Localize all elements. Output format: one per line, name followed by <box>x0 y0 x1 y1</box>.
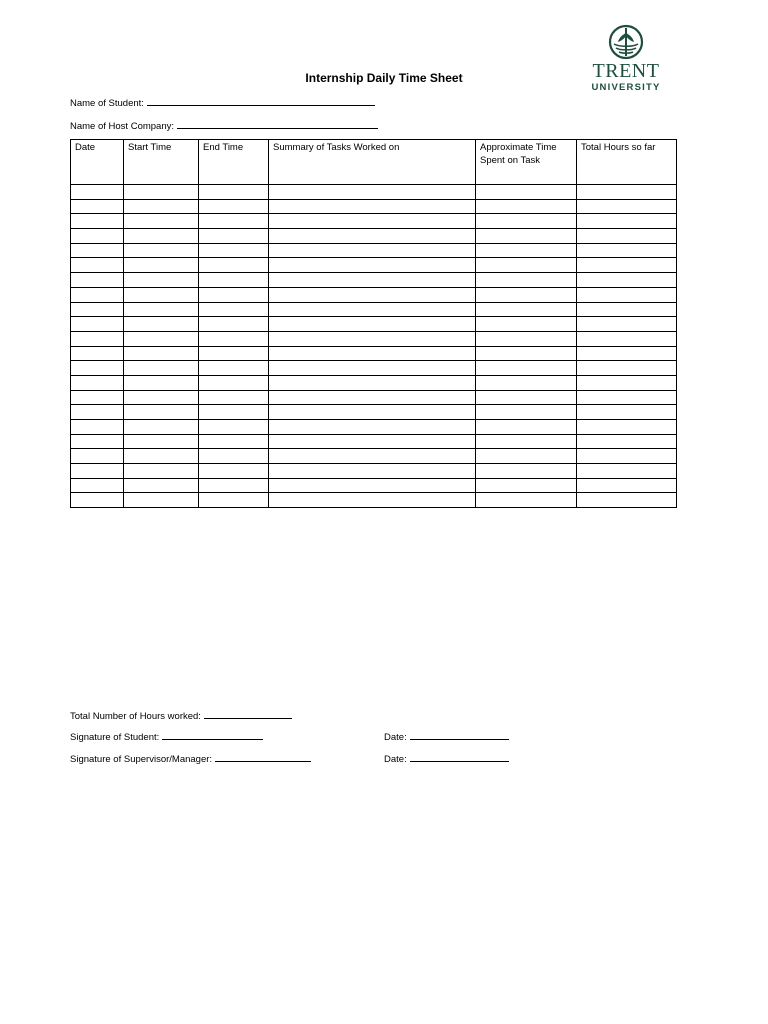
supervisor-date-label: Date: <box>384 754 407 765</box>
host-company-label: Name of Host Company: <box>70 121 175 132</box>
cell-end-time[interactable] <box>199 317 269 332</box>
table-row <box>71 375 677 390</box>
cell-date[interactable] <box>71 361 124 376</box>
cell-start-time[interactable] <box>124 361 199 376</box>
cell-summary[interactable] <box>269 464 476 479</box>
cell-approx-time[interactable] <box>476 478 577 493</box>
cell-date[interactable] <box>71 243 124 258</box>
cell-summary[interactable] <box>269 273 476 288</box>
cell-start-time[interactable] <box>124 331 199 346</box>
cell-start-time[interactable] <box>124 464 199 479</box>
student-name-field[interactable] <box>147 96 375 106</box>
cell-total-hours[interactable] <box>577 493 677 508</box>
cell-summary[interactable] <box>269 229 476 244</box>
supervisor-signature-label: Signature of Supervisor/Manager: <box>70 754 213 765</box>
cell-date[interactable] <box>71 287 124 302</box>
cell-summary[interactable] <box>269 375 476 390</box>
cell-date[interactable] <box>71 302 124 317</box>
table-row <box>71 420 677 435</box>
cell-date[interactable] <box>71 331 124 346</box>
cell-approx-time[interactable] <box>476 434 577 449</box>
cell-approx-time[interactable] <box>476 346 577 361</box>
table-header-row <box>71 140 677 185</box>
cell-approx-time[interactable] <box>476 302 577 317</box>
cell-start-time[interactable] <box>124 258 199 273</box>
cell-start-time[interactable] <box>124 302 199 317</box>
trent-emblem-icon <box>608 24 644 60</box>
student-date-row <box>384 730 509 744</box>
col-header-summary: Summary of Tasks Worked on <box>269 140 476 185</box>
supervisor-signature-row <box>70 752 311 766</box>
cell-end-time[interactable] <box>199 361 269 376</box>
cell-start-time[interactable] <box>124 199 199 214</box>
cell-end-time[interactable] <box>199 273 269 288</box>
cell-summary[interactable] <box>269 390 476 405</box>
cell-summary[interactable] <box>269 185 476 200</box>
table-row <box>71 243 677 258</box>
cell-total-hours[interactable] <box>577 317 677 332</box>
cell-total-hours[interactable] <box>577 405 677 420</box>
cell-total-hours[interactable] <box>577 346 677 361</box>
cell-end-time[interactable] <box>199 478 269 493</box>
cell-start-time[interactable] <box>124 243 199 258</box>
cell-total-hours[interactable] <box>577 243 677 258</box>
cell-start-time[interactable] <box>124 185 199 200</box>
cell-approx-time[interactable] <box>476 331 577 346</box>
cell-date[interactable] <box>71 214 124 229</box>
supervisor-date-field[interactable] <box>410 752 509 762</box>
cell-total-hours[interactable] <box>577 390 677 405</box>
cell-total-hours[interactable] <box>577 434 677 449</box>
cell-total-hours[interactable] <box>577 478 677 493</box>
cell-approx-time[interactable] <box>476 493 577 508</box>
student-signature-field[interactable] <box>162 730 263 740</box>
cell-total-hours[interactable] <box>577 199 677 214</box>
col-header-approx-time: Approximate Time Spent on Task <box>476 140 577 185</box>
cell-approx-time[interactable] <box>476 214 577 229</box>
cell-approx-time[interactable] <box>476 229 577 244</box>
table-row <box>71 229 677 244</box>
cell-date[interactable] <box>71 229 124 244</box>
cell-approx-time[interactable] <box>476 243 577 258</box>
cell-end-time[interactable] <box>199 405 269 420</box>
cell-total-hours[interactable] <box>577 258 677 273</box>
cell-date[interactable] <box>71 258 124 273</box>
col-header-end-time: End Time <box>199 140 269 185</box>
cell-date[interactable] <box>71 464 124 479</box>
table-row <box>71 361 677 376</box>
logo-subtitle: UNIVERSITY <box>591 82 661 93</box>
cell-end-time[interactable] <box>199 287 269 302</box>
cell-date[interactable] <box>71 199 124 214</box>
cell-date[interactable] <box>71 317 124 332</box>
cell-summary[interactable] <box>269 258 476 273</box>
cell-start-time[interactable] <box>124 493 199 508</box>
cell-date[interactable] <box>71 420 124 435</box>
cell-summary[interactable] <box>269 287 476 302</box>
student-name-row <box>70 96 375 110</box>
cell-total-hours[interactable] <box>577 464 677 479</box>
cell-date[interactable] <box>71 346 124 361</box>
trent-university-logo <box>584 22 668 108</box>
cell-start-time[interactable] <box>124 390 199 405</box>
cell-total-hours[interactable] <box>577 449 677 464</box>
table-row <box>71 464 677 479</box>
cell-approx-time[interactable] <box>476 185 577 200</box>
cell-date[interactable] <box>71 185 124 200</box>
table-row <box>71 317 677 332</box>
cell-summary[interactable] <box>269 317 476 332</box>
col-header-start-time: Start Time <box>124 140 199 185</box>
table-row <box>71 258 677 273</box>
cell-summary[interactable] <box>269 199 476 214</box>
student-date-label: Date: <box>384 732 407 743</box>
cell-end-time[interactable] <box>199 346 269 361</box>
cell-end-time[interactable] <box>199 449 269 464</box>
col-header-total-hours: Total Hours so far <box>577 140 677 185</box>
cell-summary[interactable] <box>269 420 476 435</box>
cell-summary[interactable] <box>269 331 476 346</box>
cell-date[interactable] <box>71 390 124 405</box>
cell-end-time[interactable] <box>199 199 269 214</box>
cell-total-hours[interactable] <box>577 229 677 244</box>
table-row <box>71 493 677 508</box>
logo-name: TRENT <box>592 60 660 82</box>
cell-total-hours[interactable] <box>577 185 677 200</box>
cell-summary[interactable] <box>269 243 476 258</box>
page-title: Internship Daily Time Sheet <box>305 71 463 85</box>
cell-start-time[interactable] <box>124 214 199 229</box>
cell-summary[interactable] <box>269 478 476 493</box>
cell-approx-time[interactable] <box>476 273 577 288</box>
cell-total-hours[interactable] <box>577 375 677 390</box>
cell-end-time[interactable] <box>199 185 269 200</box>
cell-summary[interactable] <box>269 405 476 420</box>
cell-approx-time[interactable] <box>476 390 577 405</box>
cell-approx-time[interactable] <box>476 405 577 420</box>
cell-start-time[interactable] <box>124 405 199 420</box>
cell-total-hours[interactable] <box>577 331 677 346</box>
cell-summary[interactable] <box>269 434 476 449</box>
cell-approx-time[interactable] <box>476 361 577 376</box>
table-row <box>71 273 677 288</box>
total-hours-row <box>70 709 292 723</box>
cell-summary[interactable] <box>269 214 476 229</box>
cell-approx-time[interactable] <box>476 317 577 332</box>
supervisor-date-row <box>384 752 509 766</box>
cell-approx-time[interactable] <box>476 449 577 464</box>
cell-start-time[interactable] <box>124 317 199 332</box>
cell-end-time[interactable] <box>199 229 269 244</box>
cell-summary[interactable] <box>269 361 476 376</box>
cell-total-hours[interactable] <box>577 273 677 288</box>
cell-start-time[interactable] <box>124 229 199 244</box>
table-row <box>71 185 677 200</box>
supervisor-signature-field[interactable] <box>215 752 311 762</box>
cell-date[interactable] <box>71 405 124 420</box>
student-signature-label: Signature of Student: <box>70 732 160 743</box>
col-header-date: Date <box>71 140 124 185</box>
cell-total-hours[interactable] <box>577 287 677 302</box>
cell-date[interactable] <box>71 434 124 449</box>
table-row <box>71 214 677 229</box>
cell-date[interactable] <box>71 375 124 390</box>
table-row <box>71 346 677 361</box>
cell-total-hours[interactable] <box>577 214 677 229</box>
table-row <box>71 302 677 317</box>
cell-approx-time[interactable] <box>476 375 577 390</box>
cell-start-time[interactable] <box>124 346 199 361</box>
total-hours-label: Total Number of Hours worked: <box>70 711 201 722</box>
host-company-row <box>70 119 378 133</box>
cell-end-time[interactable] <box>199 464 269 479</box>
cell-start-time[interactable] <box>124 375 199 390</box>
cell-date[interactable] <box>71 449 124 464</box>
cell-date[interactable] <box>71 273 124 288</box>
cell-approx-time[interactable] <box>476 464 577 479</box>
cell-start-time[interactable] <box>124 273 199 288</box>
cell-start-time[interactable] <box>124 287 199 302</box>
cell-end-time[interactable] <box>199 258 269 273</box>
cell-end-time[interactable] <box>199 390 269 405</box>
total-hours-field[interactable] <box>204 709 292 719</box>
table-row <box>71 449 677 464</box>
table-row <box>71 478 677 493</box>
cell-start-time[interactable] <box>124 434 199 449</box>
cell-end-time[interactable] <box>199 331 269 346</box>
student-name-label: Name of Student: <box>70 98 144 109</box>
cell-total-hours[interactable] <box>577 420 677 435</box>
cell-summary[interactable] <box>269 449 476 464</box>
time-sheet-table <box>70 139 677 508</box>
cell-total-hours[interactable] <box>577 302 677 317</box>
cell-start-time[interactable] <box>124 449 199 464</box>
cell-date[interactable] <box>71 493 124 508</box>
cell-start-time[interactable] <box>124 478 199 493</box>
student-date-field[interactable] <box>410 730 509 740</box>
cell-summary[interactable] <box>269 346 476 361</box>
table-row <box>71 390 677 405</box>
cell-end-time[interactable] <box>199 493 269 508</box>
cell-end-time[interactable] <box>199 214 269 229</box>
student-signature-row <box>70 730 263 744</box>
cell-start-time[interactable] <box>124 420 199 435</box>
host-company-field[interactable] <box>177 119 378 129</box>
cell-approx-time[interactable] <box>476 258 577 273</box>
table-row <box>71 199 677 214</box>
table-row <box>71 287 677 302</box>
cell-summary[interactable] <box>269 493 476 508</box>
cell-end-time[interactable] <box>199 302 269 317</box>
table-row <box>71 434 677 449</box>
cell-summary[interactable] <box>269 302 476 317</box>
cell-date[interactable] <box>71 478 124 493</box>
cell-approx-time[interactable] <box>476 199 577 214</box>
cell-total-hours[interactable] <box>577 361 677 376</box>
cell-end-time[interactable] <box>199 375 269 390</box>
cell-end-time[interactable] <box>199 434 269 449</box>
cell-approx-time[interactable] <box>476 420 577 435</box>
cell-approx-time[interactable] <box>476 287 577 302</box>
table-row <box>71 405 677 420</box>
table-row <box>71 331 677 346</box>
cell-end-time[interactable] <box>199 420 269 435</box>
cell-end-time[interactable] <box>199 243 269 258</box>
